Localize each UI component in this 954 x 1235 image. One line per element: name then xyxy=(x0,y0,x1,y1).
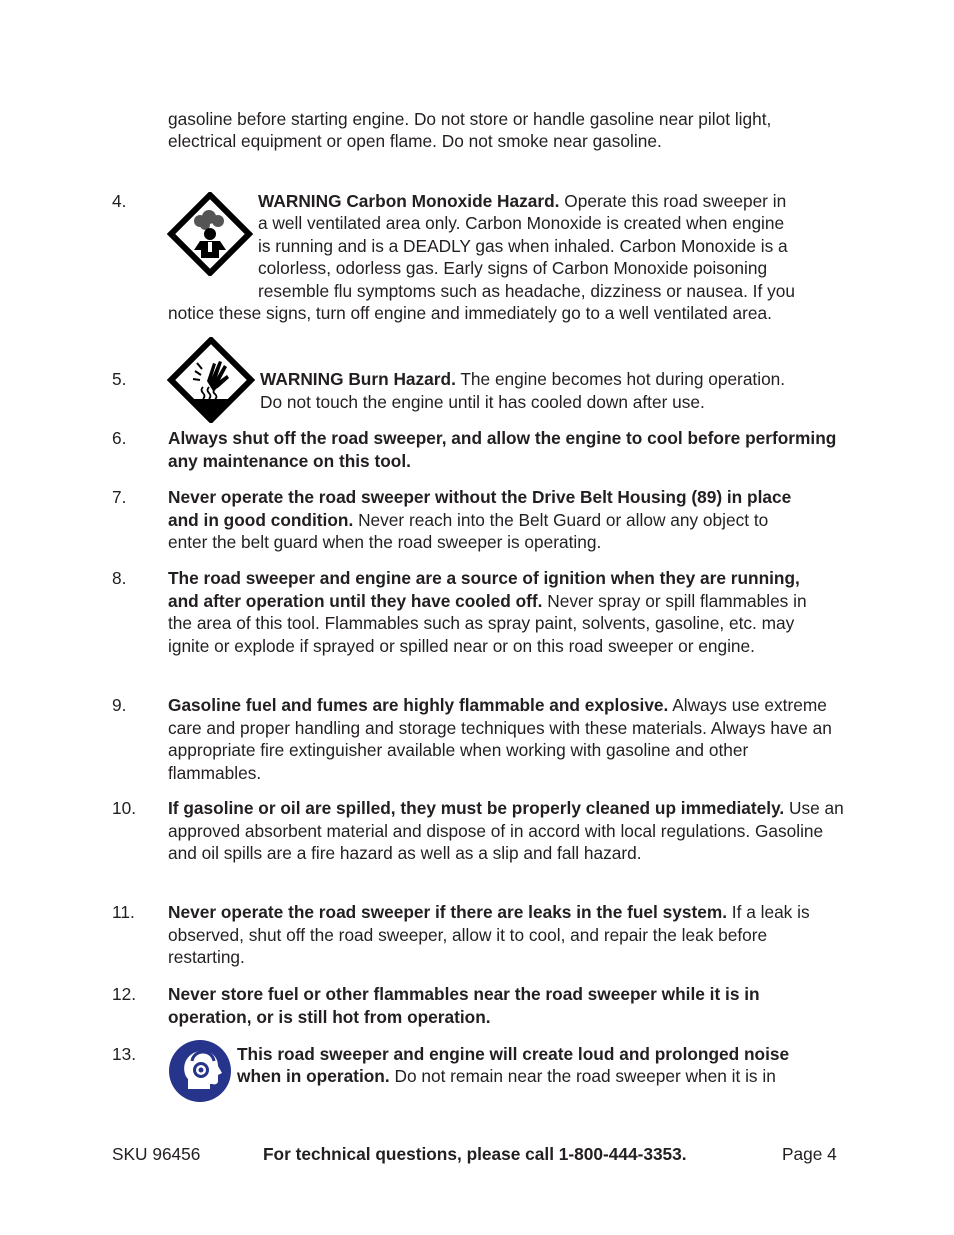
item-text: Do not remain near the road sweeper when it is in xyxy=(389,1066,776,1086)
item-text-line xyxy=(237,1043,789,1066)
item-text-line xyxy=(258,190,786,213)
item-text: Never spray or spill flammables in the area of this tool. Flammables such as spray paint, solvents, gasoline, etc. may ignite or explode if sprayed or spilled near or on this road sweeper or engine. xyxy=(168,590,807,656)
item-text: If a leak is observed, shut off the road sweeper, allow it to cool, and repair the leak before restarting. xyxy=(168,902,810,967)
item-paragraph xyxy=(168,427,844,472)
item-paragraph xyxy=(168,694,832,784)
burn-hazard-warning-icon xyxy=(167,337,255,429)
item-text: Use an approved absorbent material and dispose of in accord with local regulations. Gasoline and oil spills are a fire hazard as well as a slip and fall hazard. xyxy=(168,798,844,863)
item-number: 6. xyxy=(112,428,127,448)
item-number: 12. xyxy=(112,984,137,1004)
item-paragraph xyxy=(168,567,828,657)
item-bold-title: This road sweeper and engine will create loud and prolonged noise xyxy=(237,1044,790,1064)
item-bold-title: WARNING Carbon Monoxide Hazard. xyxy=(258,191,560,211)
item-text: The engine becomes hot during operation. xyxy=(455,369,786,389)
item-number: 8. xyxy=(112,568,127,588)
item-text-line: a well ventilated area only. Carbon Monoxide is created when engine xyxy=(258,213,785,233)
item-paragraph xyxy=(168,983,824,1028)
item-bold-title: when in operation. xyxy=(237,1066,390,1086)
item-bold-title: Never operate the road sweeper if there are leaks in the fuel system. xyxy=(168,902,727,922)
item-bold-title: The road sweeper and engine are a source of ignition when they are running, and after operation until they have cooled off. xyxy=(168,568,800,611)
item-number: 5. xyxy=(112,369,127,389)
item-paragraph xyxy=(168,901,824,969)
footer-phone: For technical questions, please call 1-800-444-3353. xyxy=(263,1144,687,1164)
item-text-line: is running and is a DEADLY gas when inhaled. Carbon Monoxide is a xyxy=(258,236,788,256)
item-number: 11. xyxy=(112,902,135,922)
item-text-line: colorless, odorless gas. Early signs of Carbon Monoxide poisoning xyxy=(258,258,768,278)
item-bold-title: Gasoline fuel and fumes are highly flammable and explosive. xyxy=(168,695,669,715)
item-text: Operate this road sweeper in xyxy=(559,191,787,211)
item-text-line: Do not touch the engine until it has cooled down after use. xyxy=(260,392,705,412)
item-text-line: resemble flu symptoms such as headache, dizziness or nausea. If you xyxy=(258,281,795,301)
carbon-monoxide-warning-icon xyxy=(167,192,253,282)
item-bold-title: Never operate the road sweeper without the Drive Belt Housing (89) in place and in good condition. xyxy=(168,487,792,530)
item-text-line xyxy=(237,1065,776,1088)
item-bold-title: WARNING Burn Hazard. xyxy=(260,369,456,389)
item-bold-title: If gasoline or oil are spilled, they must be properly cleaned up immediately. xyxy=(168,798,785,818)
item-number: 9. xyxy=(112,695,127,715)
item-number: 10. xyxy=(112,798,137,818)
item-bold-title: Always shut off the road sweeper, and allow the engine to cool before performing any maintenance on this tool. xyxy=(168,428,837,471)
item-paragraph xyxy=(168,797,844,865)
item-number: 7. xyxy=(112,487,127,507)
intro-line-2: electrical equipment or open flame. Do not smoke near gasoline. xyxy=(168,131,662,151)
item-text: Never reach into the Belt Guard or allow any object to enter the belt guard when the road sweeper is operating. xyxy=(168,509,769,552)
footer-sku: SKU 96456 xyxy=(112,1144,201,1164)
intro-line-1: gasoline before starting engine. Do not store or handle gasoline near pilot light, xyxy=(168,109,772,129)
item-bold-title: Never store fuel or other flammables near the road sweeper while it is in operation, or is still hot from operation. xyxy=(168,984,760,1027)
item-text: Always use extreme care and proper handling and storage techniques with these materials. Always have an appropriate fire extinguisher available when working with gasoline and other flammables. xyxy=(168,695,832,783)
item-text-line xyxy=(260,368,785,391)
item-paragraph xyxy=(168,486,808,554)
hearing-protection-icon xyxy=(168,1039,232,1109)
item-number: 13. xyxy=(112,1044,137,1064)
item-text-line: notice these signs, turn off engine and immediately go to a well ventilated area. xyxy=(168,303,772,323)
item-number: 4. xyxy=(112,191,127,211)
footer-page-number: Page 4 xyxy=(782,1144,837,1164)
